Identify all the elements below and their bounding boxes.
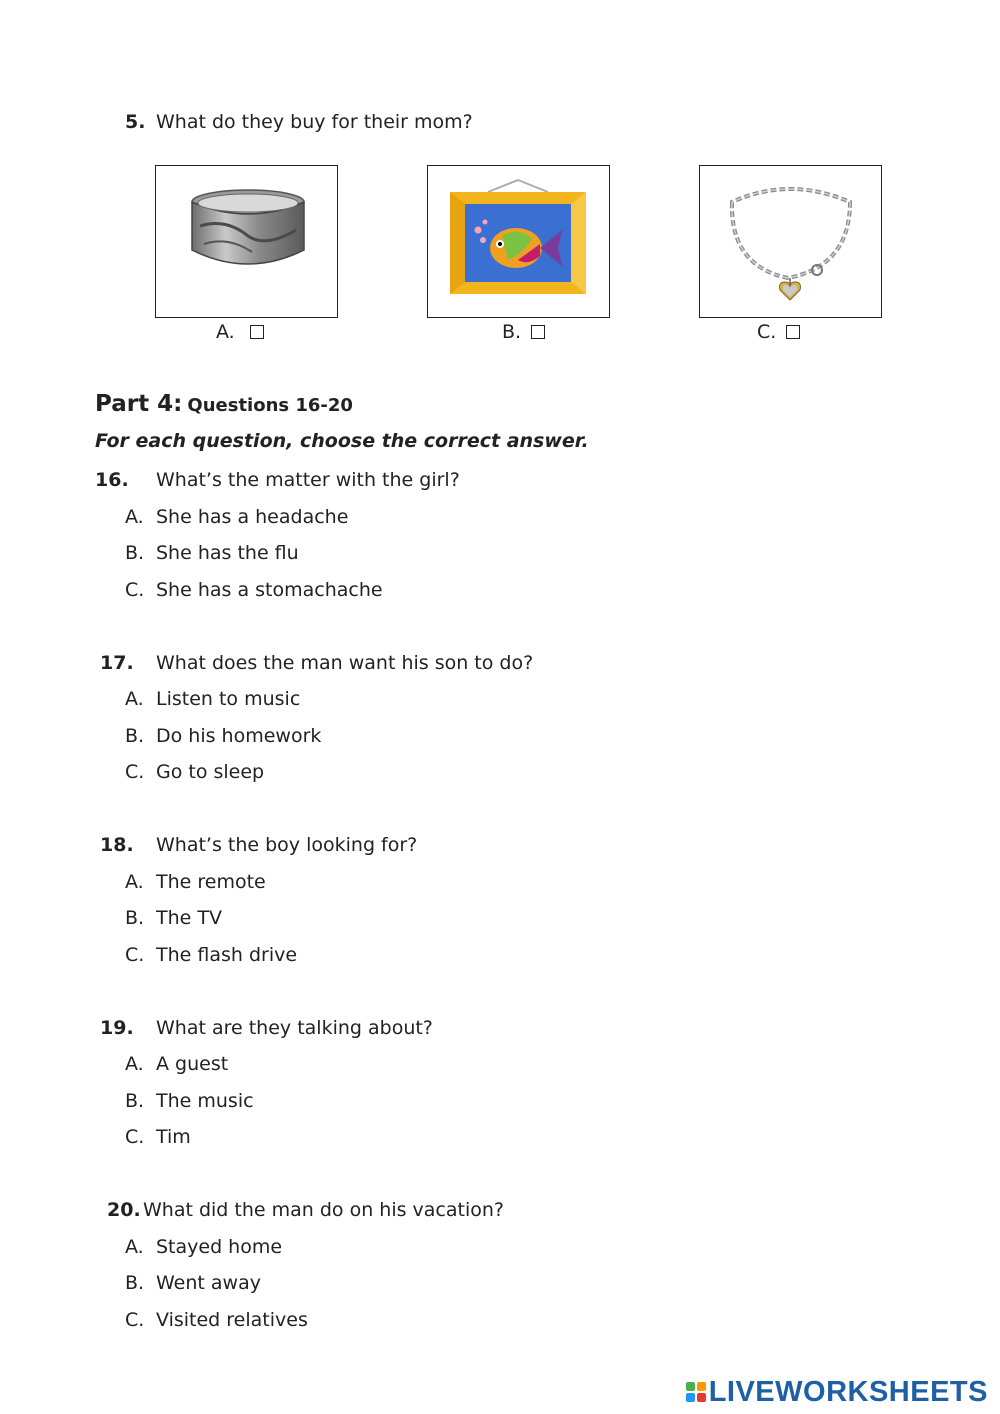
answer-text[interactable]: She has a stomachache	[156, 579, 383, 601]
option-letter: C.	[125, 944, 145, 966]
answer-text[interactable]: Visited relatives	[156, 1309, 308, 1331]
answer-option[interactable]	[125, 505, 144, 529]
answer-text[interactable]: The TV	[156, 907, 222, 929]
answer-option[interactable]	[125, 870, 144, 894]
logo-squares-icon	[686, 1382, 706, 1402]
option-b-caption	[502, 320, 545, 344]
ring-image	[156, 166, 337, 317]
question-16-number: 16.	[95, 469, 129, 491]
question-5-number: 5.	[125, 111, 146, 133]
option-a-label: A.	[216, 321, 235, 343]
question-17-text: What does the man want his son to do?	[156, 652, 534, 674]
option-letter: C.	[125, 761, 145, 783]
question-17-number: 17.	[100, 652, 134, 674]
answer-option[interactable]	[125, 541, 144, 565]
answer-option[interactable]	[125, 760, 144, 784]
liveworksheets-logo	[686, 1375, 988, 1409]
answer-text[interactable]: Tim	[156, 1126, 191, 1148]
answer-option[interactable]	[125, 687, 144, 711]
option-b-label: B.	[502, 321, 522, 343]
answer-option[interactable]	[125, 1308, 144, 1332]
answer-option[interactable]	[125, 906, 144, 930]
option-letter: B.	[125, 907, 145, 929]
option-a-checkbox[interactable]	[250, 325, 264, 339]
option-letter: B.	[125, 725, 145, 747]
answer-option[interactable]	[125, 1125, 144, 1149]
option-letter: A.	[125, 506, 144, 528]
question-20-text: What did the man do on his vacation?	[143, 1199, 504, 1221]
question-19-number: 19.	[100, 1017, 134, 1039]
option-letter: C.	[125, 1309, 145, 1331]
option-letter: A.	[125, 1236, 144, 1258]
answer-option[interactable]	[125, 1235, 144, 1259]
answer-option[interactable]	[125, 1271, 144, 1295]
necklace-image	[700, 166, 881, 317]
option-letter: B.	[125, 1090, 145, 1112]
answer-option[interactable]	[125, 1052, 144, 1076]
fish-picture-image	[428, 166, 609, 317]
option-a-caption	[216, 320, 264, 344]
answer-text[interactable]: The flash drive	[156, 944, 298, 966]
answer-text[interactable]: Listen to music	[156, 688, 301, 710]
answer-text[interactable]: Went away	[156, 1272, 261, 1294]
part-subtitle: Questions 16-20	[187, 395, 353, 416]
answer-text[interactable]: Go to sleep	[156, 761, 265, 783]
option-c-picture	[699, 165, 882, 318]
option-b-picture	[427, 165, 610, 318]
answer-text[interactable]: The remote	[156, 871, 266, 893]
answer-option[interactable]	[125, 1089, 144, 1113]
option-letter: A.	[125, 871, 144, 893]
question-18-text: What’s the boy looking for?	[156, 834, 418, 856]
option-a-picture	[155, 165, 338, 318]
answer-text[interactable]: She has a headache	[156, 506, 349, 528]
question-5-text: What do they buy for their mom?	[156, 111, 473, 133]
answer-option[interactable]	[125, 724, 144, 748]
logo-text: LIVEWORKSHEETS	[708, 1375, 988, 1408]
part-title: Part 4:	[95, 391, 183, 417]
option-b-checkbox[interactable]	[531, 325, 545, 339]
question-20-number: 20.	[107, 1199, 141, 1221]
option-c-caption	[757, 320, 800, 344]
option-c-checkbox[interactable]	[786, 325, 800, 339]
answer-option[interactable]	[125, 943, 144, 967]
option-letter: A.	[125, 688, 144, 710]
option-letter: B.	[125, 542, 145, 564]
option-letter: C.	[125, 579, 145, 601]
answer-text[interactable]: Stayed home	[156, 1236, 283, 1258]
option-letter: A.	[125, 1053, 144, 1075]
answer-option[interactable]	[125, 578, 144, 602]
option-letter: B.	[125, 1272, 145, 1294]
question-18-number: 18.	[100, 834, 134, 856]
answer-text[interactable]: A guest	[156, 1053, 229, 1075]
option-letter: C.	[125, 1126, 145, 1148]
question-16-text: What’s the matter with the girl?	[156, 469, 460, 491]
option-c-label: C.	[757, 321, 777, 343]
question-19-text: What are they talking about?	[156, 1017, 433, 1039]
answer-text[interactable]: The music	[156, 1090, 254, 1112]
part-instruction: For each question, choose the correct answer.	[95, 430, 589, 452]
answer-text[interactable]: She has the flu	[156, 542, 299, 564]
answer-text[interactable]: Do his homework	[156, 725, 322, 747]
part-heading	[95, 391, 353, 417]
